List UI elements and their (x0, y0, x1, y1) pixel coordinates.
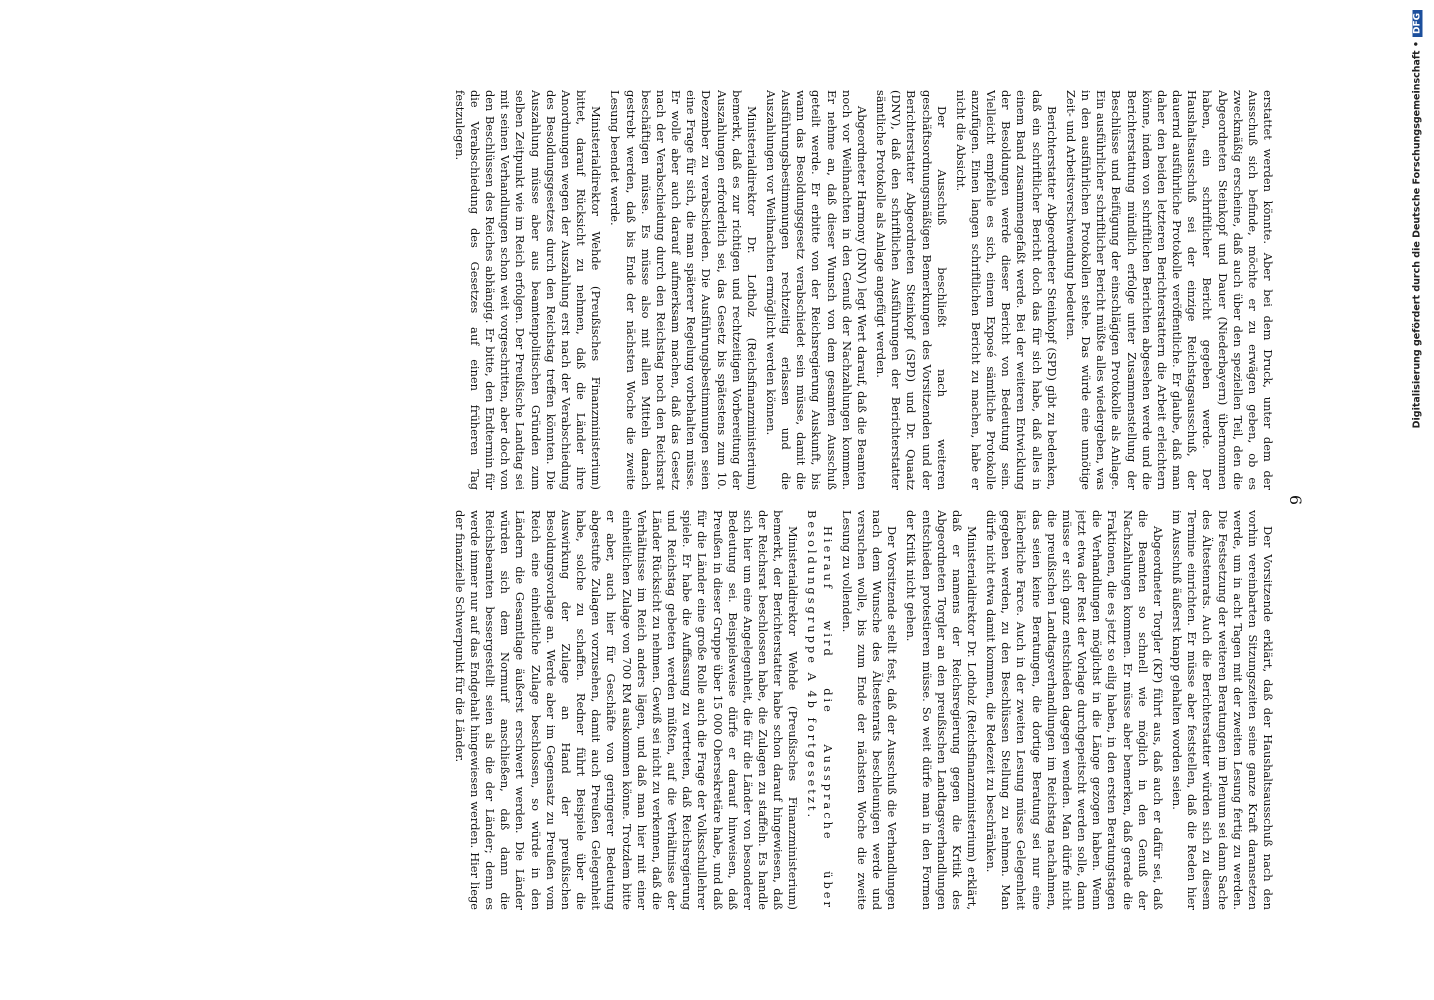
paragraph: Ministerialdirektor Wehde (Preußisches Finanzministerium) bemerkt, der Berichterstatter habe schon darauf hingewiesen, daß der Reichsrat beschlossen habe, die Zulagen zu staffeln. Es handle sich hier um eine Angelegenheit, die für die Länder von besonderer Bedeutung sei. Beispielsweise dürfe er darauf hinweisen, daß Preußen in dieser Gruppe über 15 000 Obersekretäre habe, und daß für die Länder eine große Rolle auch die Frage der Volksschullehrer spiele. Er habe die Auffassung zu vertreten, daß Reichsregierung und Reichstag gebeten werden müßten, auf die Verhältnisse der Länder Rücksicht zu nehmen. Gewiß sei nicht zu verkennen, daß die Verhältnisse im Reich anders lägen, und daß man hier mit einer einheitlichen Zulage von 700 RM auskommen könne. Trotzdem bitte er aber, auch hier für Geschäfte von geringerer Bedeutung abgestufte Zulagen vorzusehen, damit auch Preußen Gelegenheit habe, solche zu schaffen. Redner führt Beispiele über die Auswirkung der Zulage an Hand der preußischen Besoldungsvorlage an. Werde aber im Gegensatz zu Preußen vom Reich eine einheitliche Zulage beschlossen, so würde in den Ländern die Gesamtlage äußerst erschwert werden. Die Länder würden sich dem Normurf anschließen, daß dann die Reichsbeamten bessergestellt seien als die der Länder; denn es werde immer nur auf das Endgehalt hingewiesen werden. Hier liege der finanzielle Schwerpunkt für die Länder. (452, 510, 801, 910)
paragraph: erstattet werden könnte. Aber bei dem Druck, unter dem der Ausschuß sich befinde, möchte er zu erwägen geben, ob es zweckmäßig erscheine, daß auch über den speziellen Teil, den die Abgeordneten Steinkopf und Dauer (Niederbayern) übernommen haben, ein schriftlicher Bericht gegeben werde. Der Haushaltsausschuß sei der einzige Reichstagsausschuß, der dauernd ausführliche Protokolle veröffentliche. Er glaube, daß man daher den beiden letzteren Berichterstattern die Arbeit erleichtern könne, indem von schriftlichen Berichten abgesehen werde und die Berichterstattung mündlich erfolge unter Zusammenstellung der Beschlüsse und Beifügung der einschlägigen Protokolle als Anlage. Ein ausführlicher schriftlicher Bericht müßte alles wiedergeben, was in den ausführlichen Protokollen stehe. Das würde eine unnötige Zeit- und Arbeitsverschwendung bedeuten. (1063, 90, 1275, 490)
dfg-logo: DFG (1413, 10, 1423, 37)
paragraph: Hierauf wird die Aussprache über Besoldungsgruppe A 4b fortgesetzt. (805, 510, 835, 910)
paragraph: Ministerialdirektor Dr. Lotholz (Reichsfinanzministerium) erklärt, daß er namens der Reichsregierung gegen die Kritik des Abgeordneten Torgler an den preußischen Landtagsverhandlungen entschieden protestieren müsse. So weit dürfe man in den Formen der Kritik nicht gehen. (904, 510, 980, 910)
paragraph: Berichterstatter Abgeordneter Steinkopf (SPD) gibt zu bedenken, daß ein schriftlicher Bericht doch das für sich habe, daß alles in einem Band zusammengefaßt werde. Bei der weiteren Entwicklung der Besoldungen werde dieser Bericht von Bedeutung sein. Vielleicht empfehle es sich, einem Exposé sämtliche Protokolle anzufügen. Einen langen schriftlichen Bericht zu machen, habe er nicht die Absicht. (953, 90, 1059, 490)
paragraph: Abgeordneter Torgler (KP) führt aus, daß auch er dafür sei, daß die Beamten so schnell wie möglich in den Genuß der Nachzahlungen kommen. Er müsse aber bemerken, daß gerade die Fraktionen, die es jetzt so eilig haben, in den ersten Beratungstagen die Verhandlungen möglichst in die Länge gezogen haben. Wenn jetzt etwa der Rest der Vorlage durchgepeitscht werden solle, dann müsse er sich ganz entschieden dagegen wenden. Man dürfe nicht die preußischen Landtagsverhandlungen im Reichstag nachahmen, das seien keine Beratungen, die dortige Beratung sei nur eine lächerliche Farce. Auch in der zweiten Lesung müsse Gelegenheit gegeben werden, zu den Beschlüssen Stellung zu nehmen. Man dürfe nicht etwa damit kommen, die Redezeit zu beschränken. (984, 510, 1165, 910)
paragraph: Der Vorsitzende stellt fest, daß der Ausschuß die Verhandlungen nach dem Wunsche des Ältestenrats beschleunigen werde und versuchen wolle, bis zum Ende der nächsten Woche die zweite Lesung zu vollenden. (839, 510, 900, 910)
paragraph: Ministerialdirektor Dr. Lotholz (Reichsfinanzministerium) bemerkt, daß es zur richtigen und rechtzeitigen Vorbereitung der Auszahlungen erforderlich sei, das Gesetz bis spätestens zum 10. Dezember zu verabschieden. Die Ausführungsbestimmungen seien eine Frage für sich, die man späterer Regelung vorbehalten müsse. Er wolle aber auch darauf aufmerksam machen, daß das Gesetz nach der Verabschiedung durch den Reichstag noch den Reichsrat beschäftigen müsse. Es müsse also mit allen Mitteln danach gestrebt werden, daß bis Ende der nächsten Woche die zweite Lesung beendet werde. (608, 90, 759, 490)
left-text-column (95, 90, 1275, 490)
paragraph: Abgeordneter Harmony (DNV) legt Wert darauf, daß die Beamten noch vor Weihnachten in den Genuß der Nachzahlungen kommen. Er nehme an, daß dieser Wunsch von dem gesamten Ausschuß geteilt werde. Er erbitte von der Reichsregierung Auskunft, bis wann das Besoldungsgesetz verabschiedet sein müsse, damit die Ausführungsbestimmungen rechtzeitig erlassen und die Auszahlungen vor Weihnachten ermöglicht werden können. (764, 90, 869, 490)
digitization-credit (1406, 10, 1428, 990)
paragraph: Der Vorsitzende erklärt, daß der Haushaltsausschuß nach den vorhin vereinbarten Sitzungszeiten seine ganze Kraft daransetzen werde, um in acht Tagen mit der zweiten Lesung fertig zu werden. Die Festsetzung der weiteren Beratungen im Plenum sei dann Sache des Ältestenrats. Auch die Berichterstatter würden sich zu diesem Termine einrichten. Er müsse aber feststellen, daß die Reden hier im Ausschuß äußerst knapp gehalten worden seien. (1170, 510, 1275, 910)
paragraph: Der Ausschuß beschließt nach weiteren geschäftsordnungsmäßigen Bemerkungen des Vorsitzenden und der Berichterstatter Abgeordneten Steinkopf (SPD) und Dr. Quaatz (DNV), daß den schriftlichen Ausführungen der Berichterstatter sämtliche Protokolle als Anlage angefügt werden. (874, 90, 949, 490)
right-text-column (95, 510, 1275, 910)
paragraph: Ministerialdirektor Wehde (Preußisches Finanzministerium) bittet, darauf Rücksicht zu nehmen, daß die Länder ihre Anordnungen wegen der Auszahlung erst nach der Verabschiedung des Besoldungsgesetzes durch den Reichstag treffen könnten. Die Auszahlung müsse aber aus beamtenpolitischen Gründen zum selben Zeitpunkt wie im Reich erfolgen. Der Preußische Landtag sei mit seinen Verhandlungen schon weit vorgeschritten, aber doch von den Beschlüssen des Reiches abhängig. Er bitte, den Endtermin für die Verabschiedung des Gesetzes auf einen früheren Tag festzulegen. (452, 90, 604, 490)
document-page (95, 90, 1305, 910)
page-number: 6 (1286, 494, 1305, 506)
credit-text: Digitalisierung gefördert durch die Deutsche Forschungsgemeinschaft • (1411, 41, 1423, 429)
